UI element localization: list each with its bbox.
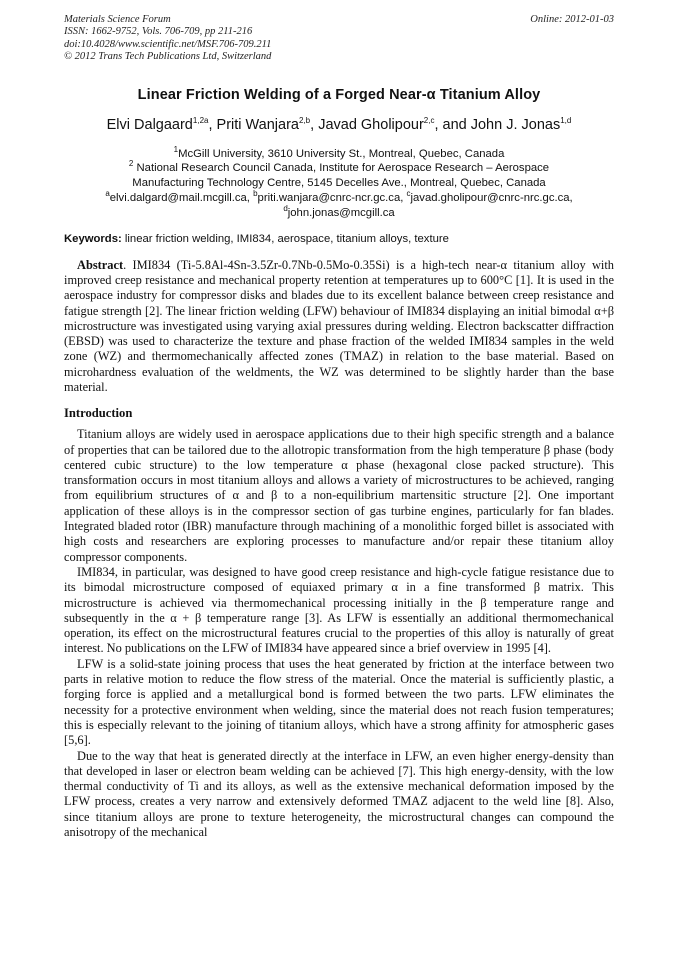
paragraph: Titanium alloys are widely used in aerospace applications due to their high specific strength and a balance of properties that can be tailored due to the allotropic transformation from the high temperature β phase (body centered cubic structure) to the low temperature α phase (hexagonal close packed structure). This transformation occurs in most titanium alloys and allows a variety of microstructures to be achieved, ranging from equilibrium structures of α and β to a non-equilibrium martensitic structure [2]. One important application of these alloys is in the compressor section of gas turbine engines, particularly for fan blades. Integrated bladed rotor (IBR) manufacture through machining of a monolithic forged billet is associated with high costs and researchers are exploring processes to manufacture and/or repair these titanium alloy compressor components. <box>64 427 614 564</box>
abstract-label: Abstract <box>77 257 124 272</box>
section-heading-introduction: Introduction <box>64 406 133 421</box>
email-superscript: c <box>406 189 411 199</box>
author-superscript: 1,2a <box>192 115 209 125</box>
affiliation-2-cont: Manufacturing Technology Centre, 5145 Decelles Ave., Montreal, Quebec, Canada <box>132 177 546 190</box>
journal-name: Materials Science Forum <box>64 14 171 25</box>
copyright-line: © 2012 Trans Tech Publications Ltd, Switzerland <box>64 51 272 63</box>
keywords-text: linear friction welding, IMI834, aerospace, titanium alloys, texture <box>121 232 449 245</box>
affiliation-text: McGill University, 3610 University St., Montreal, Quebec, Canada <box>178 147 505 160</box>
author-superscript: 2,b <box>299 115 311 125</box>
author-separator: , <box>310 116 319 133</box>
keywords <box>64 233 614 245</box>
email-address: priti.wanjara@cnrc-ncr.gc.ca, <box>257 192 407 205</box>
author-name: Javad Gholipour <box>318 116 424 133</box>
abstract <box>64 258 614 396</box>
affiliation-2 <box>64 161 614 176</box>
paper-page <box>64 14 614 840</box>
journal-header <box>64 14 614 64</box>
author-name: Priti Wanjara <box>216 116 299 133</box>
email-line <box>64 206 614 221</box>
paragraph: LFW is a solid-state joining process that uses the heat generated by friction at the interface between two parts in relative motion to reduce the flow stress of the material. Once the material is sufficiently plastic, a forging force is applied and a metallurgical bond is formed between the two parts. LFW eliminates the necessity for a protective environment when welding, since the material does not reach fusion temperatures; this is especially relevant to the joining of titanium alloys, which have a strong affinity for atmospheric gases [5,6]. <box>64 656 614 748</box>
affiliation-superscript: 1 <box>173 144 179 154</box>
issn-line: ISSN: 1662-9752, Vols. 706-709, pp 211-216 <box>64 26 253 38</box>
online-date: Online: 2012-01-03 <box>530 14 614 25</box>
affiliations <box>64 144 614 221</box>
author-separator: , and <box>434 116 471 133</box>
email-address: javad.gholipour@cnrc-nrc.gc.ca, <box>410 192 573 205</box>
author-list <box>64 117 614 133</box>
abstract-text: . IMI834 (Ti-5.8Al-4Sn-3.5Zr-0.7Nb-0.5Mo-0.35Si) is a high-tech near-α titanium alloy with improved creep resistance and mechanical property retention at temperatures up to 600°C [1]. It is used in the aerospace industry for compressor disks and blades due to its excellent balance between creep resistance and fatigue strength [2]. The linear friction welding (LFW) behaviour of IMI834 displaying an initial bimodal α+β microstructure was investigated using varying axial pressures during welding. Electron backscatter diffraction (EBSD) was used to characterize the texture and phase fraction of the welded IMI834 samples in the weld zone (WZ) and thermomechanically affected zones (TMAZ) in relation to the base material. Based on microhardness evaluation of the weldments, the WZ was determined to be slightly harder than the base material. <box>64 257 614 394</box>
doi-line: doi:10.4028/www.scientific.net/MSF.706-709.211 <box>64 38 272 50</box>
email-address: john.jonas@mcgill.ca <box>287 206 395 219</box>
affiliation-superscript: 2 <box>128 159 134 169</box>
author-separator: , <box>208 116 217 133</box>
paper-title: Linear Friction Welding of a Forged Near-α Titanium Alloy <box>137 86 541 103</box>
author-name: John J. Jonas <box>470 116 561 133</box>
email-superscript: a <box>105 189 110 199</box>
author-name: Elvi Dalgaard <box>106 116 193 133</box>
paragraph: IMI834, in particular, was designed to have good creep resistance and high-cycle fatigue resistance due to its bimodal microstructure composed of equiaxed primary α in a fine transformed β matrix. This microstructure is achieved via thermomechanical processing initially in the β temperature range and subsequently in the α + β temperature range [3]. As LFW is essentially an additional thermomechanical operation, its effect on the microstructural features crucial to the properties of this alloy is naturally of great interest. No publications on the LFW of IMI834 have appeared since a brief overview in 1995 [4]. <box>64 564 614 656</box>
email-superscript: b <box>253 189 258 199</box>
email-line <box>64 191 614 206</box>
affiliation-1 <box>64 144 614 162</box>
paragraph: Due to the way that heat is generated directly at the interface in LFW, an even higher energy-density than that developed in laser or electron beam welding can be achieved [7]. This high energy-density, with the low thermal conductivity of Ti and its alloys, as well as the extensive mechanical deformation imposed by the LFW process, creates a very narrow and extensively deformed TMAZ adjacent to the weld line [8]. Also, since titanium alloys are prone to texture heterogeneity, the microstructural changes can compound the anisotropy of the mechanical <box>64 748 614 839</box>
keywords-label: Keywords: <box>64 232 122 245</box>
email-address: elvi.dalgard@mail.mcgill.ca, <box>109 192 254 205</box>
email-superscript: d <box>283 204 288 214</box>
introduction-body <box>64 427 614 840</box>
author-superscript: 2,c <box>423 115 435 125</box>
affiliation-text: National Research Council Canada, Institute for Aerospace Research – Aerospace <box>133 162 550 175</box>
author-superscript: 1,d <box>560 115 572 125</box>
